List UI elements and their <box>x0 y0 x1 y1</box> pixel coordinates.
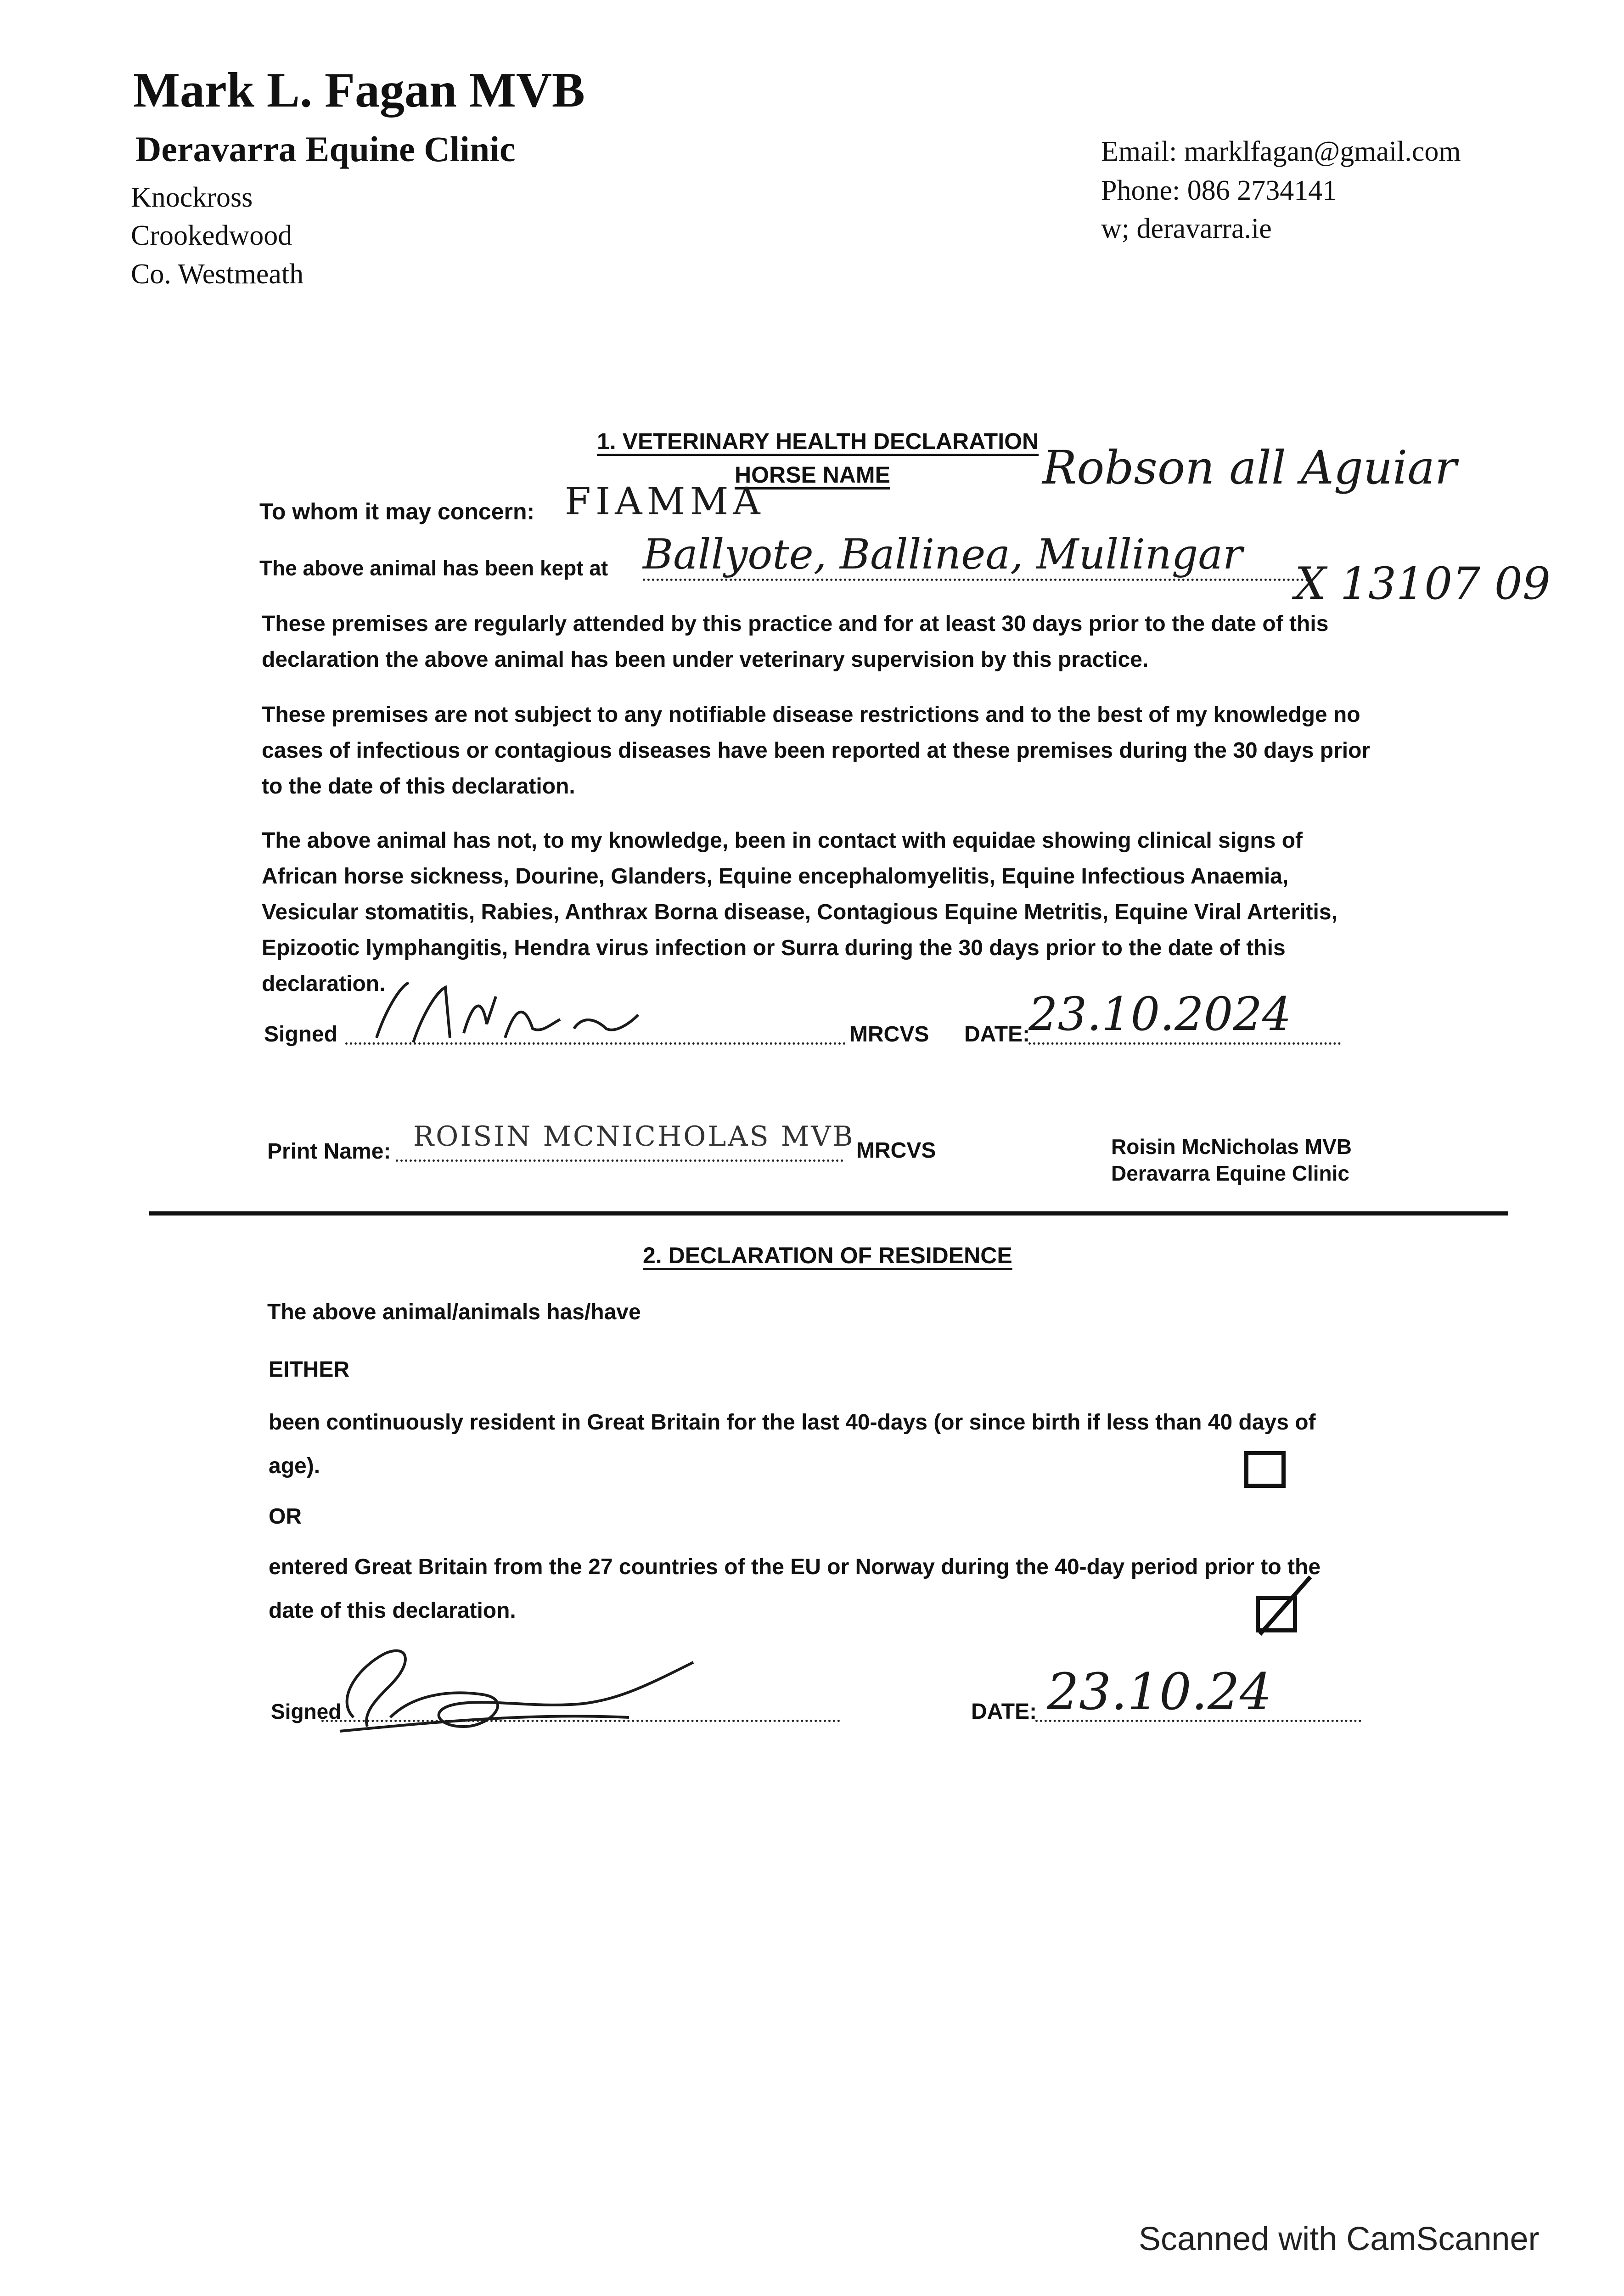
date-value-2: 23.10.24 <box>1047 1662 1272 1721</box>
date-value-1: 23.10.2024 <box>1028 987 1292 1041</box>
paragraph-disease-contact: The above animal has not, to my knowledge, been in contact with equidae showing clinical signs of African horse sickness, Dourine, Glanders, Equine encephalomyelitis, Equine Infectious Anaemia, Vesicular stomatitis, Rabies, Anthrax Borna disease, Contagious Equine Metritis, Equine Viral Arteritis, Epizootic lymphangitis, Hendra virus infection or Surra during the 30 days prior to the date of this declaration. <box>262 828 1337 996</box>
print-name-line <box>396 1159 843 1162</box>
horse-name-value: FIAMMA <box>565 480 765 523</box>
kept-at-label: The above animal has been kept at <box>259 556 608 580</box>
address-line-3: Co. Westmeath <box>131 259 304 290</box>
paragraph-supervision: These premises are regularly attended by this practice and for at least 30 days prior to the date of this declaration the above animal has been under veterinary supervision by this practice. <box>262 612 1329 672</box>
to-whom-label: To whom it may concern: <box>259 499 535 524</box>
phone: Phone: 086 2734141 <box>1101 175 1337 206</box>
stamp-name: Roisin McNicholas MVB <box>1111 1135 1352 1159</box>
website: w; deravarra.ie <box>1101 213 1272 244</box>
kept-at-value: Ballyote, Ballinea, Mullingar <box>643 530 1309 581</box>
either-label: EITHER <box>269 1357 350 1382</box>
option2-text: entered Great Britain from the 27 countries of the EU or Norway during the 40-day period prior to the date of this declaration. <box>269 1555 1321 1623</box>
option1-text: been continuously resident in Great Britain for the last 40-days (or since birth if less than 40 days of age). <box>269 1410 1316 1478</box>
address-line-1: Knockross <box>131 182 253 213</box>
print-name-value: ROISIN MCNICHOLAS MVB <box>413 1120 855 1153</box>
print-name-label: Print Name: <box>267 1139 391 1164</box>
owner-name-value: Robson all Aguiar <box>1042 441 1457 495</box>
mrcvs-label-1: MRCVS <box>849 1022 929 1047</box>
checkmark-icon <box>1255 1572 1315 1641</box>
email: Email: marklfagan@gmail.com <box>1101 136 1461 167</box>
or-label: OR <box>269 1504 302 1529</box>
practitioner-name: Mark L. Fagan MVB <box>133 63 585 118</box>
date-line-1 <box>1028 1042 1341 1045</box>
residence-intro: The above animal/animals has/have <box>267 1300 641 1324</box>
vet-signature <box>358 969 643 1052</box>
section1-heading: 1. VETERINARY HEALTH DECLARATION <box>597 428 1039 454</box>
camscanner-watermark: Scanned with CamScanner <box>1139 2221 1540 2257</box>
option1-checkbox[interactable] <box>1244 1451 1286 1488</box>
clinic-name: Deravarra Equine Clinic <box>135 129 516 169</box>
address-line-2: Crookedwood <box>131 220 292 251</box>
option2-checkbox[interactable] <box>1256 1596 1297 1632</box>
stamp-clinic: Deravarra Equine Clinic <box>1111 1161 1349 1185</box>
section-divider <box>149 1211 1508 1216</box>
date-label-2: DATE: <box>971 1699 1037 1724</box>
owner-signature <box>298 1626 712 1745</box>
section2-heading: 2. DECLARATION OF RESIDENCE <box>643 1243 1012 1268</box>
signed-label-2: Signed <box>271 1699 342 1723</box>
registration-number: X 13107 09 <box>1295 558 1551 609</box>
mrcvs-label-2: MRCVS <box>856 1138 936 1163</box>
paragraph-restrictions: These premises are not subject to any notifiable disease restrictions and to the best of my knowledge no cases of infectious or contagious diseases have been reported at these premises during the 30 days prior to the date of this declaration. <box>262 703 1371 799</box>
date-label-1: DATE: <box>964 1022 1030 1047</box>
horse-name-label: HORSE NAME <box>735 462 890 488</box>
signed-label: Signed <box>264 1022 338 1047</box>
